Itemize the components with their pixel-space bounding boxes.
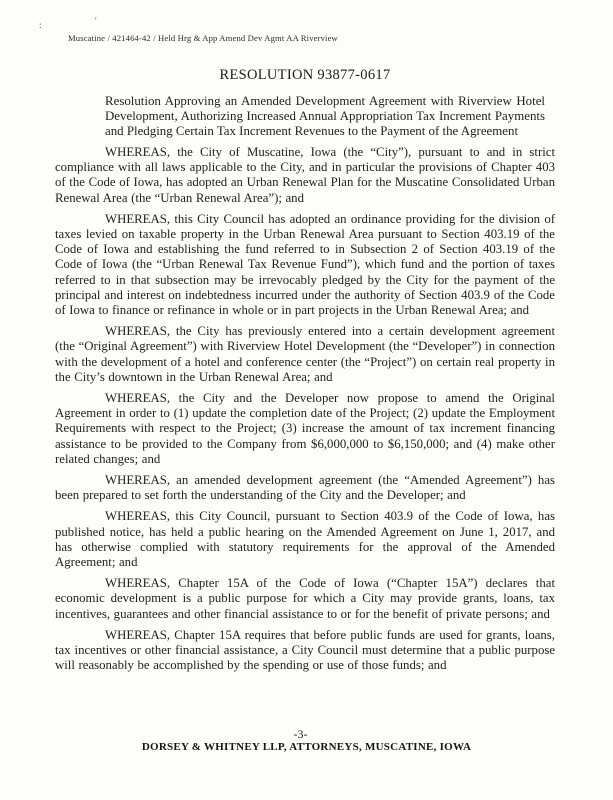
whereas-paragraph-3: WHEREAS, the City has previously entered into a certain development agreement (the “Original Agreement”) with Riverview Hotel Development (the “Developer”) in connection with the development of a hotel and conference center (the “Project”) on certain real property in the City’s downtown in the Urban Renewal Area; and <box>55 324 555 384</box>
page-number: -3- <box>293 727 308 741</box>
whereas-paragraph-2: WHEREAS, this City Council has adopted an ordinance providing for the division of taxes levied on taxable property in the Urban Renewal Area pursuant to Section 403.19 of the Code of Iowa and establishing the fund referred to in Subsection 2 of Section 403.19 of the Code of Iowa (the “Urban Renewal Tax Revenue Fund”), which fund and the portion of taxes referred to in that subsection may be irrevocably pledged by the City for the payment of the principal and interest on indebtedness incurred under the authority of Section 403.9 of the Code of Iowa to finance or refinance in whole or in part projects in the Urban Renewal Area; and <box>55 211 555 318</box>
scan-artifact-mark: ' <box>95 16 97 26</box>
resolution-subtitle: Resolution Approving an Amended Development Agreement with Riverview Hotel Development, Authorizing Increased Annual Appropriation Tax Increment Payments and Pledging Certain Tax Increment Revenues to the Payment of the Agreement <box>105 94 545 138</box>
whereas-paragraph-7: WHEREAS, Chapter 15A of the Code of Iowa (“Chapter 15A”) declares that economic development is a public purpose for which a City may provide grants, loans, tax incentives, guarantees and other financial assistance to or for the benefit of private persons; and <box>55 576 555 621</box>
whereas-paragraph-1: WHEREAS, the City of Muscatine, Iowa (the “City”), pursuant to and in strict compliance with all laws applicable to the City, and in particular the provisions of Chapter 403 of the Code of Iowa, has adopted an Urban Renewal Plan for the Muscatine Consolidated Urban Renewal Area (the “Urban Renewal Area”); and <box>55 145 555 205</box>
law-firm-footer: DORSEY & WHITNEY LLP, ATTORNEYS, MUSCATINE, IOWA <box>141 741 472 753</box>
whereas-paragraph-6: WHEREAS, this City Council, pursuant to Section 403.9 of the Code of Iowa, has published notice, has held a public hearing on the Amended Agreement on June 1, 2017, and has otherwise complied with statutory requirements for the approval of the Amended Agreement; and <box>55 509 555 570</box>
scan-artifact-mark: : <box>39 20 42 30</box>
whereas-paragraph-4: WHEREAS, the City and the Developer now propose to amend the Original Agreement in order to (1) update the completion date of the Project; (2) update the Employment Requirements with respect to the Project; (3) increase the amount of tax increment financing assistance to be provided to the Company from $6,000,000 to $6,150,000; and (4) make other related changes; and <box>55 391 555 466</box>
document-body <box>55 0 555 674</box>
whereas-paragraph-8: WHEREAS, Chapter 15A requires that before public funds are used for grants, loans, tax incentives or other financial assistance, a City Council must determine that a public purpose will reasonably be accomplished by the spending or use of those funds; and <box>55 627 555 673</box>
whereas-paragraph-5: WHEREAS, an amended development agreement (the “Amended Agreement”) has been prepared to set forth the understanding of the City and the Developer; and <box>55 473 555 503</box>
document-reference-line: Muscatine / 421464-42 / Held Hrg & App Amend Dev Agmt AA Riverview <box>68 33 338 43</box>
resolution-title: RESOLUTION 93877-0617 <box>219 67 391 83</box>
